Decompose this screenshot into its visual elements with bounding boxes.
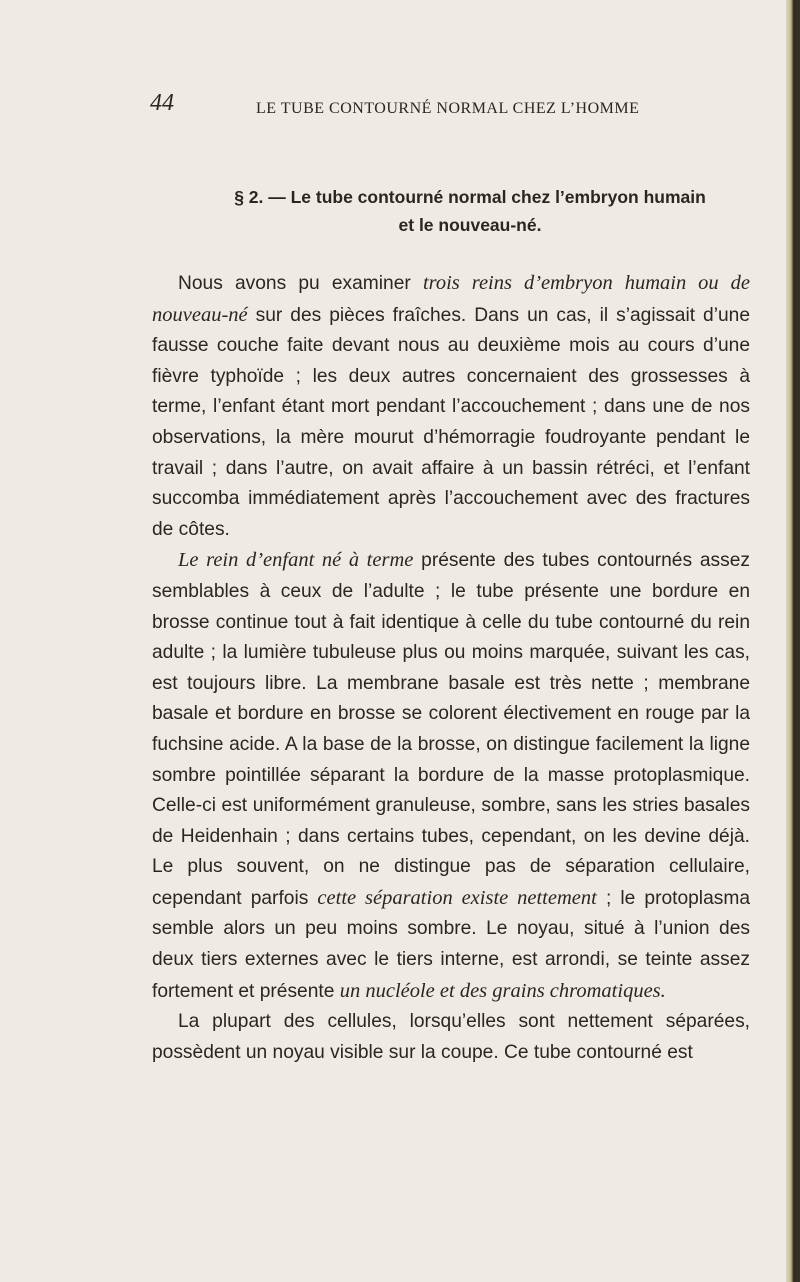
text-segment: ; le protoplasma semble alors un peu moins sombre. Le noyau, situé à l’union des deux tiers externes avec le tiers interne, est arrondi, se teinte assez fortement et présente [152,887,750,1002]
text-segment: Nous avons pu examiner [178,273,423,294]
page-edge [786,0,800,1282]
italic-phrase: trois reins d’embryon humain ou de nouveau-né [152,272,750,326]
italic-phrase: Le rein d’enfant né à terme [178,549,414,572]
paragraph [152,545,750,1007]
text-segment: La plupart des cellules, lorsqu’elles sont nettement séparées, possèdent un noyau visible sur la coupe. Ce tube contourné est [152,1011,750,1063]
paragraph [152,268,750,545]
section-title [190,183,750,239]
section-title-line-1: § 2. — Le tube contourné normal chez l’embryon humain [234,187,706,207]
italic-phrase: cette séparation existe nettement [317,886,597,909]
italic-phrase: un nucléole et des grains chromatiques. [339,979,666,1002]
section-title-line-2: et le nouveau-né. [398,215,542,235]
text-segment: présente des tubes contournés assez semblables à ceux de l’adulte ; le tube présente une bordure en brosse continue tout à fait identique à celle du tube contourné du rein adulte ; la lumière tubuleuse plus ou moins marquée, suivant les cas, est toujours libre. La membrane basale est très nette ; membrane basale et bordure en brosse se colorent électivement en rouge par la fuchsine acide. A la base de la brosse, on distingue facilement la ligne sombre pointillée séparant la bordure de la masse protoplasmique. Celle-ci est uniformément granuleuse, sombre, sans les stries basales de Heidenhain ; dans certains tubes, cependant, on les devine déjà. Le plus souvent, on ne distingue pas de séparation cellulaire, cependant parfois [152,550,750,909]
paragraph [152,1007,750,1068]
running-head: LE TUBE CONTOURNÉ NORMAL CHEZ L’HOMME [256,100,640,117]
text-segment: sur des pièces fraîches. Dans un cas, il s’agissait d’une fausse couche faite devant nous au deuxième mois au cours d’une fièvre typhoïde ; les deux autres concernaient des grossesses à terme, l’enfant étant mort pendant l’accouchement ; dans une de nos observations, la mère mourut d’hémorragie foudroyante pendant le travail ; dans l’autre, on avait affaire à un bassin rétréci, et l’enfant succomba immédiatement après l’accouchement avec des fractures de côtes. [152,304,750,540]
page-number: 44 [150,90,174,116]
body-text [152,268,750,1068]
